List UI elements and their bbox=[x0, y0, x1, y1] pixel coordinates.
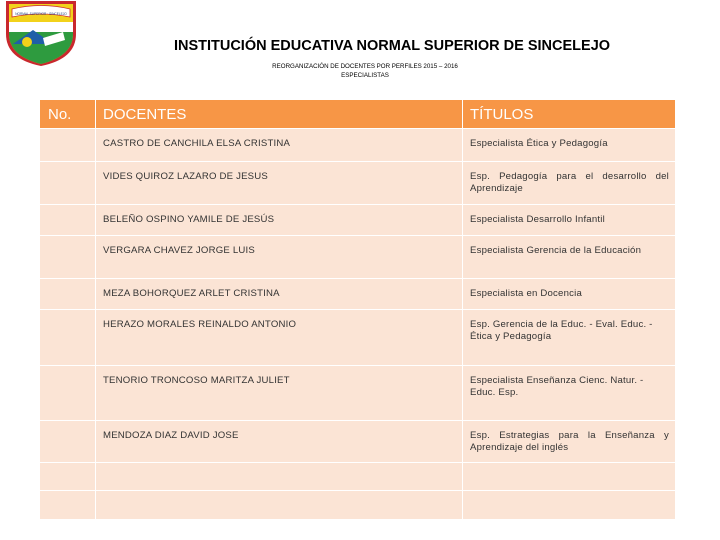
cell-docente bbox=[96, 162, 463, 205]
cell-docente bbox=[96, 279, 463, 310]
cell-docente bbox=[96, 491, 463, 520]
cell-docente bbox=[96, 463, 463, 491]
cell-titulo bbox=[463, 491, 676, 520]
subtitle-line-1: REORGANIZACIÓN DE DOCENTES POR PERFILES 2015 – 2016 bbox=[272, 63, 458, 70]
titulo-text: Esp. Estrategias para la Enseñanza y Aprendizaje del inglés bbox=[470, 430, 669, 453]
cell-no bbox=[40, 366, 96, 421]
cell-titulo bbox=[463, 366, 676, 421]
table-row bbox=[40, 491, 676, 520]
table-row bbox=[40, 236, 676, 279]
titulo-text: Especialista Gerencia de la Educación bbox=[470, 245, 642, 256]
table-row bbox=[40, 310, 676, 366]
titulo-text: Esp. Pedagogía para el desarrollo del Aprendizaje bbox=[470, 171, 669, 194]
cell-no bbox=[40, 491, 96, 520]
cell-no bbox=[40, 310, 96, 366]
cell-titulo bbox=[463, 463, 676, 491]
table-row bbox=[40, 279, 676, 310]
docente-name bbox=[96, 463, 462, 472]
cell-docente bbox=[96, 366, 463, 421]
cell-no bbox=[40, 279, 96, 310]
table-row bbox=[40, 162, 676, 205]
titulo-text: Especialista Ética y Pedagogía bbox=[470, 138, 608, 149]
cell-titulo bbox=[463, 205, 676, 236]
cell-docente bbox=[96, 129, 463, 162]
header-titulos: TÍTULOS bbox=[463, 100, 676, 129]
cell-docente bbox=[96, 205, 463, 236]
titulo-text: Especialista Desarrollo Infantil bbox=[470, 214, 605, 225]
table-header-row bbox=[40, 100, 676, 129]
cell-no bbox=[40, 129, 96, 162]
cell-no bbox=[40, 463, 96, 491]
docente-name: TENORIO TRONCOSO MARITZA JULIET bbox=[103, 375, 290, 386]
cell-no bbox=[40, 205, 96, 236]
cell-titulo bbox=[463, 279, 676, 310]
docente-name: MENDOZA DIAZ DAVID JOSE bbox=[103, 430, 239, 441]
docente-name: BELEÑO OSPINO YAMILE DE JESÚS bbox=[103, 214, 275, 225]
titulo-text: Especialista Enseñanza Cienc. Natur. - Educ. Esp. bbox=[470, 375, 644, 398]
titulo-text: Esp. Gerencia de la Educ. - Eval. Educ. - Ética y Pedagogía bbox=[470, 319, 653, 342]
table-row bbox=[40, 366, 676, 421]
docente-name: MEZA BOHORQUEZ ARLET CRISTINA bbox=[103, 288, 280, 299]
cell-docente bbox=[96, 310, 463, 366]
cell-docente bbox=[96, 421, 463, 463]
titulo-text bbox=[463, 491, 675, 500]
cell-docente bbox=[96, 236, 463, 279]
header-docentes: DOCENTES bbox=[96, 100, 463, 129]
table-row bbox=[40, 421, 676, 463]
cell-titulo bbox=[463, 421, 676, 463]
docente-name: VERGARA CHAVEZ JORGE LUIS bbox=[103, 245, 255, 256]
subtitle-line-2: ESPECIALISTAS bbox=[341, 72, 389, 79]
titulo-text: Especialista en Docencia bbox=[470, 288, 582, 299]
docente-name: VIDES QUIROZ LAZARO DE JESUS bbox=[103, 171, 268, 182]
docente-name bbox=[96, 491, 462, 500]
header-no: No. bbox=[40, 100, 96, 129]
teachers-table bbox=[39, 99, 676, 520]
docente-name: CASTRO DE CANCHILA ELSA CRISTINA bbox=[103, 138, 291, 149]
cell-no bbox=[40, 236, 96, 279]
docente-name: HERAZO MORALES REINALDO ANTONIO bbox=[103, 319, 297, 330]
crest-text: NORMAL SUPERIOR · SINCELEJO bbox=[15, 12, 67, 16]
cell-titulo bbox=[463, 310, 676, 366]
cell-titulo bbox=[463, 162, 676, 205]
school-crest-logo bbox=[3, 0, 79, 66]
cell-no bbox=[40, 162, 96, 205]
table-row bbox=[40, 463, 676, 491]
page-subtitle bbox=[175, 62, 555, 80]
cell-titulo bbox=[463, 236, 676, 279]
titulo-text bbox=[463, 463, 675, 472]
table-row bbox=[40, 129, 676, 162]
table-row bbox=[40, 205, 676, 236]
cell-no bbox=[40, 421, 96, 463]
page-title: INSTITUCIÓN EDUCATIVA NORMAL SUPERIOR DE SINCELEJO bbox=[173, 38, 611, 54]
cell-titulo bbox=[463, 129, 676, 162]
